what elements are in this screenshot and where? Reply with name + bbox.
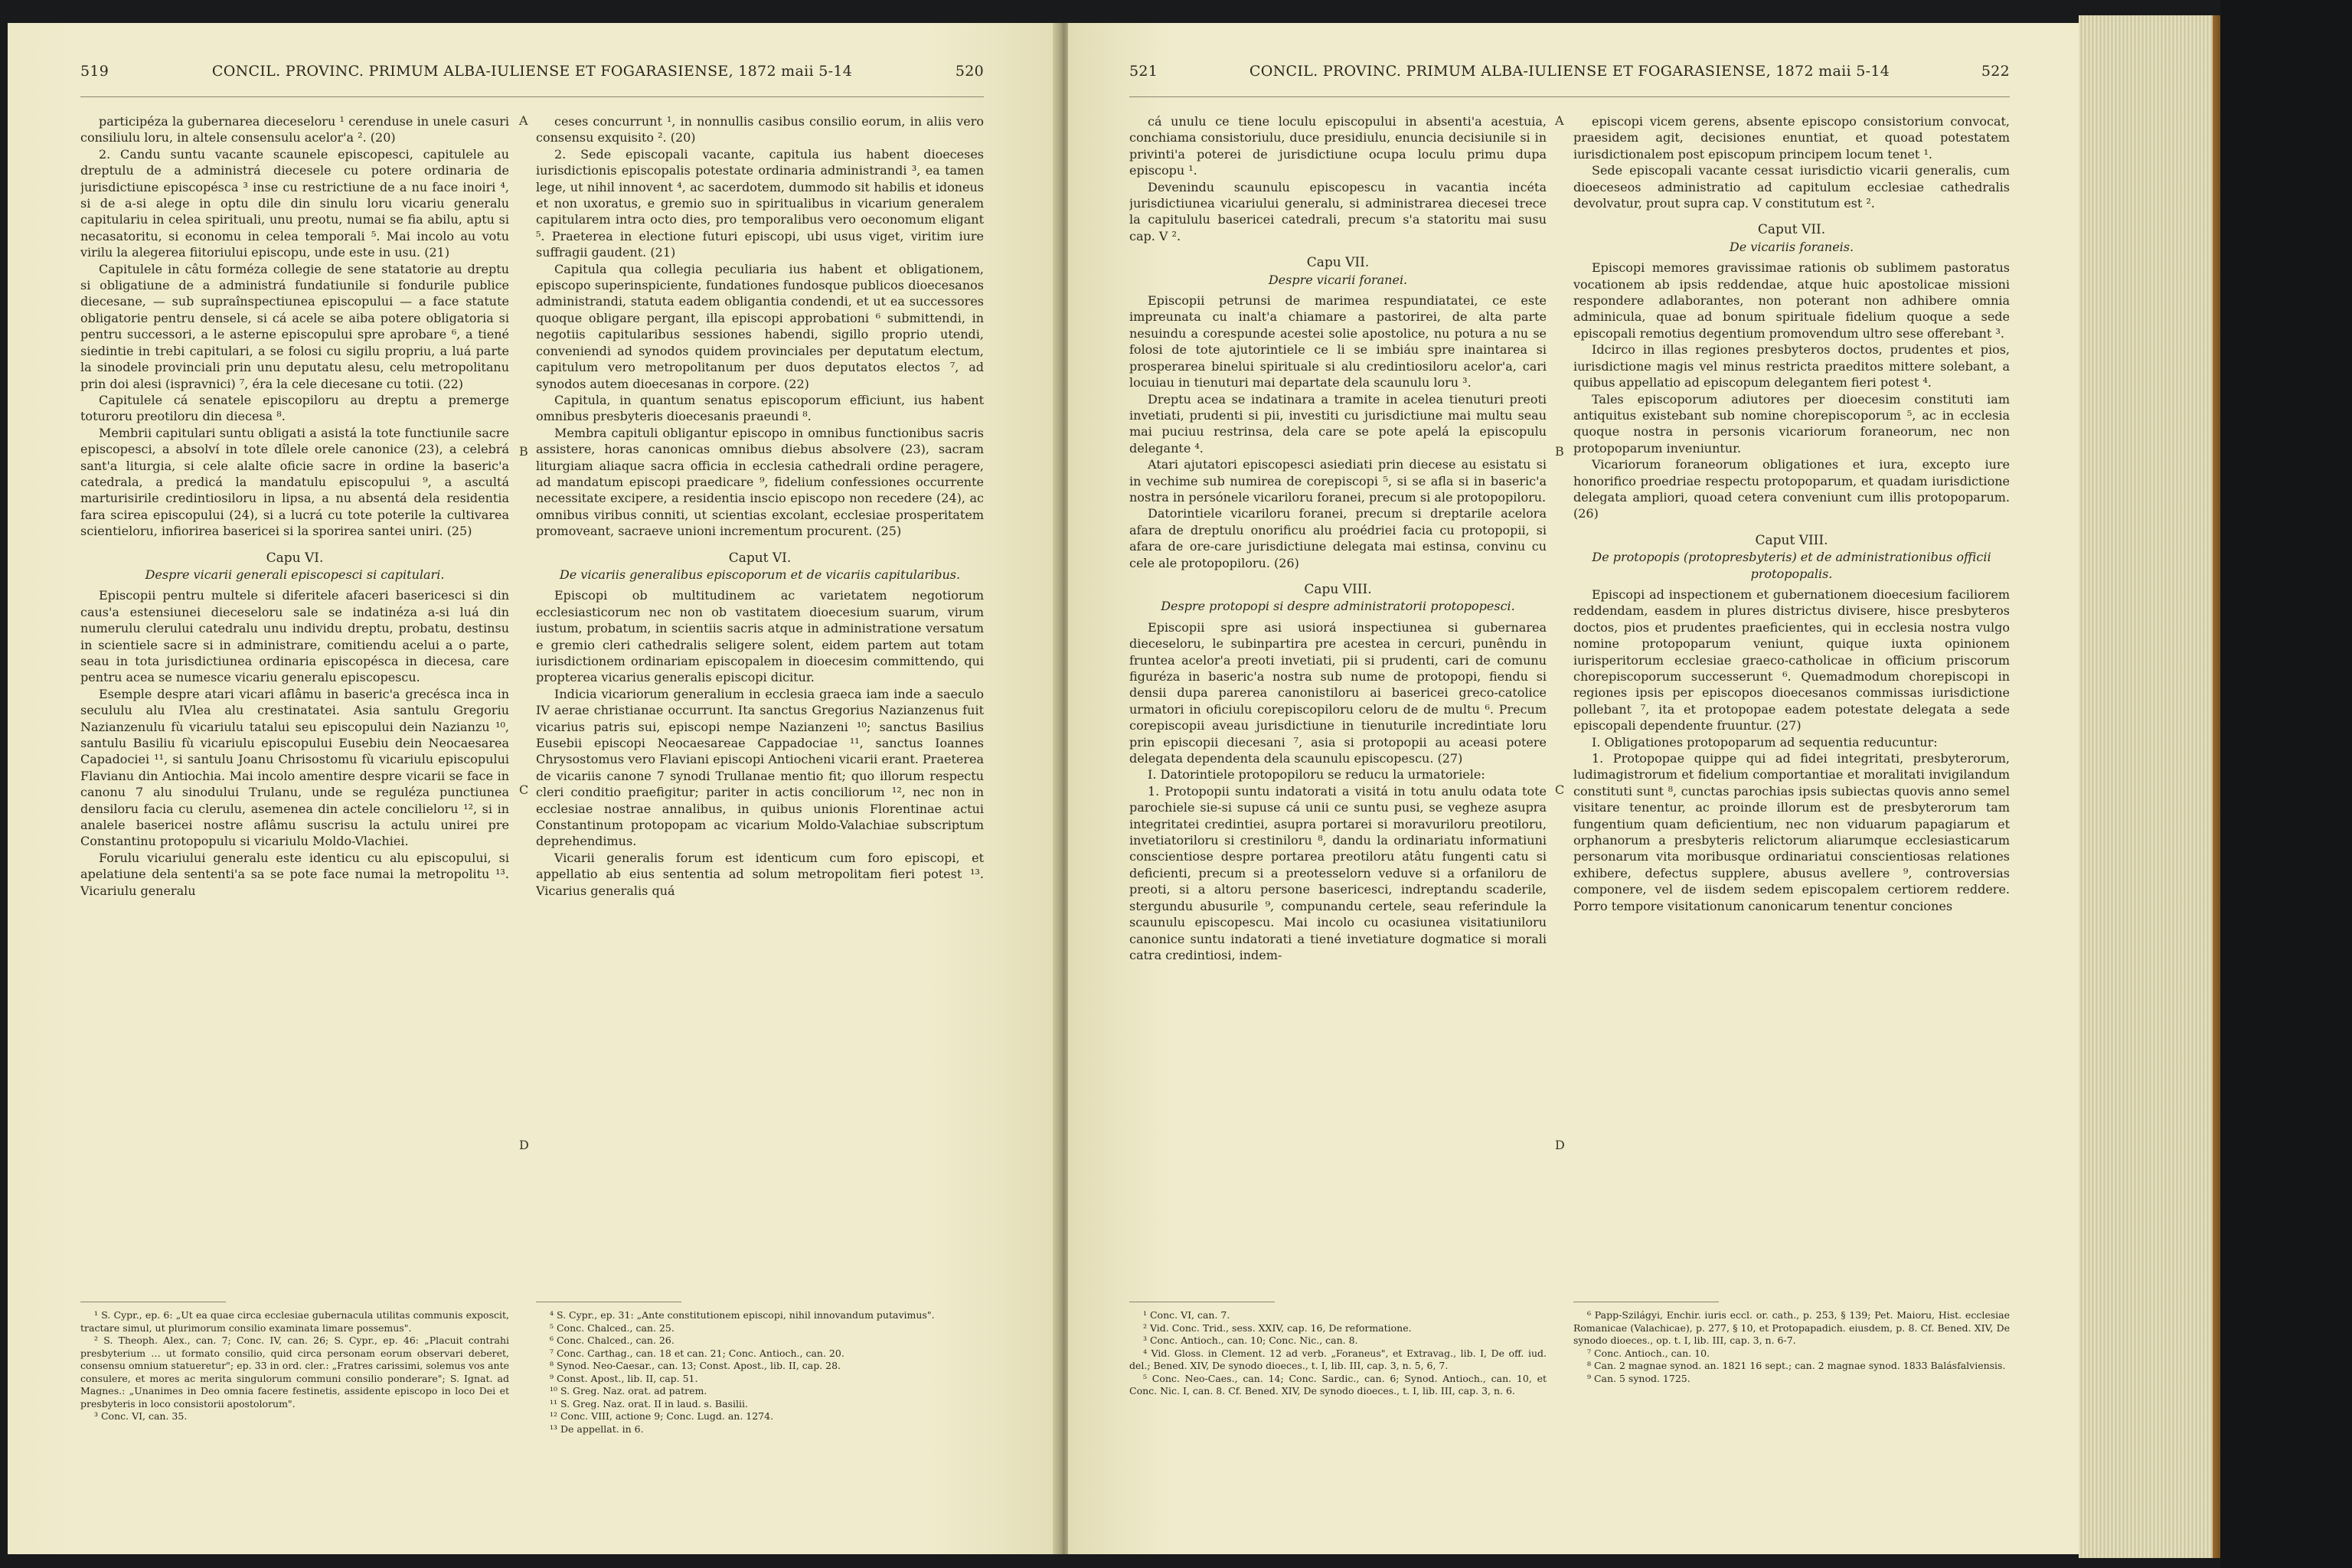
footnote: ² Vid. Conc. Trid., sess. XXIV, cap. 16, De reformatione.: [1143, 1321, 1412, 1334]
paragraph: Atari ajutatori episcopesci asiediati prin diecese au esistatu si in vechime sub numirea de corepiscopi ⁵, si se afla si in baseric'a nostra in persónele vicariloru foranei, precum si ale protopopiloru.: [1129, 457, 1547, 505]
paragraph: Vicarii generalis forum est identicum cum foro episcopi, et appellatio ab eius sententia ad solum metropolitam fieri potest ¹³. Vicarius generalis quá: [536, 850, 984, 898]
footnote: ⁵ Conc. Chalced., can. 25.: [550, 1321, 675, 1334]
margin-marker-a: A: [1555, 113, 1564, 128]
footnote: ⁸ Synod. Neo-Caesar., can. 13; Const. Apost., lib. II, cap. 28.: [550, 1360, 841, 1371]
chapter-subtitle: De protopopis (protopresbyteris) et de administrationibus officii protopopalis.: [1592, 550, 1991, 581]
paragraph: 2. Sede episcopali vacante, capitula ius habent dioeceses iurisdictionis episcopalis potestate ordinaria administrandi ³, ea tamen lege, ut nihil innovent ⁴, ac sacerdotem, dummodo sit habilis et idoneus et non uxoratus, e gremio suo in spiritualibus in vicarium generalem capitularem intra octo dies, pro temporalibus vero oeconomum eligant ⁵. Praeterea in electione futuri episcopi, ubi usus viget, viritim iure suffragii gaudent. (21): [536, 146, 984, 260]
running-title: CONCIL. PROVINC. PRIMUM ALBA-IULIENSE ET FOGARASIENSE, 1872 maii 5-14: [211, 63, 853, 80]
running-title: CONCIL. PROVINC. PRIMUM ALBA-IULIENSE ET FOGARASIENSE, 1872 maii 5-14: [1249, 63, 1890, 80]
right-running-header: [1129, 63, 2010, 93]
footnote: ¹ S. Cypr., ep. 6: „Ut ea quae circa ecclesiae gubernacula utilitas communis exposcit, tractare simul, ut plurimorum consilio examinata limare possemus".: [80, 1309, 509, 1334]
paragraph: Sede episcopali vacante cessat iurisdictio vicarii generalis, cum dioeceseos administratio ad capitulum ecclesiae cathedralis devolvatur, prout supra cap. V constitutum est ².: [1573, 163, 2010, 211]
left-running-header: [80, 63, 984, 93]
latin-column: [1573, 113, 2010, 1331]
footnote: ⁹ Can. 5 synod. 1725.: [1587, 1372, 1690, 1384]
paragraph: Episcopii petrunsi de marimea respundiatatei, ce este impreunata cu inalt'a chiamare a pastorirei, de alta parte nesuindu a corespunde acestei solie apostolice, nu potura a nu se folosi de tote ajutorintiele ce li se imbiáu spre inaintarea si prosperarea binelui spirituale si alu credintiosiloru acelor'a, cari locuiau in tienuturi mai departate dela scaunulu loru ³.: [1129, 293, 1547, 390]
paragraph: Datorintiele vicariloru foranei, precum si dreptarile acelora afara de dreptulu onorificu alu proédriei facia cu protopopii, si afara de ore-care jurisdictiune delegata mai estinsa, convinu cu cele ale protopopiloru. (26): [1129, 506, 1547, 570]
chapter-subtitle: De vicariis foraneis.: [1729, 239, 1854, 254]
footnote: ⁴ S. Cypr., ep. 31: „Ante constitutionem episcopi, nihil innovandum putavimus".: [550, 1309, 935, 1321]
page-number-520: 520: [955, 63, 984, 80]
footnote: ⁸ Can. 2 magnae synod. an. 1821 16 sept.; can. 2 magnae synod. 1833 Balásfalviensis.: [1587, 1360, 2006, 1371]
margin-marker-c: C: [519, 782, 529, 797]
page-number-521: 521: [1129, 63, 1158, 80]
paragraph: Episcopi ad inspectionem et gubernationem dioecesium faciliorem reddendam, easdem in plures districtus divisere, hisce presbyteros doctos, pios et prudentes praeficientes, qui in ecclesia nostra vulgo nomine protopoparum veniunt, quique iuxta opinionem iurisperitorum ecclesiae graeco-catholicae in officium priscorum chorepiscoporum successerunt ⁶. Quemadmodum chorepiscopi in regiones ipsis per episcopos dioecesanos commissas iurisdictione pollebant ⁷, ita et protopopae eadem potestate delegata a sede episcopali dependente fruuntur. (27): [1573, 586, 2010, 733]
chapter-title: Caput VIII.: [1755, 532, 1828, 548]
paragraph: I. Datorintiele protopopiloru se reducu la urmatoriele:: [1148, 767, 1485, 782]
footnotes-romanian: [80, 1309, 509, 1539]
chapter-title: Capu VIII.: [1304, 581, 1372, 597]
margin-marker-c: C: [1555, 782, 1565, 797]
footnote: ⁶ Papp-Szilágyi, Enchir. iuris eccl. or. cath., p. 253, § 139; Pet. Maioru, Hist. ecclesiae Romanicae (Valachicae), p. 277, § 10, et Protopapadich. eiusdem, p. 8. Cf. Bened. XIV, De synodo dioeces., op. t. I, lib. III, cap. 3, n. 6-7.: [1573, 1309, 2010, 1346]
chapter-title: Capu VI.: [266, 550, 324, 566]
chapter-subtitle: Despre vicarii generali episcopesci si capitulari.: [145, 567, 445, 582]
paragraph: Esemple despre atari vicari aflâmu in baseric'a grecésca inca in secululu alu IVlea alu crestinatatei. Asia santulu Gregoriu Nazianzenulu fù vicariulu tatalui seu episcopului dein Nazianzu ¹⁰, santulu Basiliu fù vicariulu episcopului Eusebiu dein Neocaesarea Capadociei ¹¹, si santulu Joanu Chrisostomu fù vicariulu episcopului Flavianu din Antiochia. Mai incolo amentire despre vicarii se face in canonu 7 alu sinodului Trulanu, unde se reguléza punctiunea densiloru facia cu clerulu, asemenea din actele concilieloru ¹², si in analele basericei nostre aflâmu suscrisu la actulu unirei pre Constantinu protopopulu si vicariulu Moldo-Vlachiei.: [80, 686, 509, 849]
latin-column: [536, 113, 984, 1331]
paragraph: Episcopi memores gravissimae rationis ob sublimem pastoratus vocationem ab ipsis reddendae, atque huic apostolicae missioni respondere adlaborantes, non poterant non adhibere omnia adminicula, quae ad bonum spirituale fidelium quoque a sede episcopali remotius degentium promovendum ultro sese offerebant ³.: [1573, 260, 2010, 341]
footnotes-latin: [1573, 1309, 2010, 1539]
page-number-522: 522: [1981, 63, 2010, 80]
paragraph: 1. Protopopae quippe qui ad fidei integritati, presbyterorum, ludimagistrorum et fidelium comportantiae et moralitati invigilandum constituti sunt ⁸, cunctas parochias ipsis subiectas quovis anno semel visitare tenentur, ac proinde illorum est de presbyterorum tam fungentium quam deficientium, nec non viduarum papagiarum et orphanorum a presbyteris relictorum aliarumque ecclesiasticarum personarum vita moribusque ordinariatui conscientiosas relationes exhibere, defectus supplere, abusus avellere ⁹, controversias componere, vel de iisdem sedem episcopalem certiorem reddere. Porro tempore visitationum canonicarum tenentur conciones: [1573, 751, 2010, 913]
footnote: ¹ Conc. VI, can. 7.: [1143, 1309, 1230, 1321]
paragraph: 2. Candu suntu vacante scaunele episcopesci, capitulele au dreptulu de a administrá diecesele cu potere ordinaria de jurisdictiune episcopésca ³ inse cu restrictiune de a nu face inoiri ⁴, si de a-si alege in optu dile din sinulu loru vicariu generalu capitulariu in celea spirituali, unu preotu, numai se fia abilu, aptu si necasatoritu, si economu in celea temporali ⁵. Mai incolo au votu virilu la alegerea fiitoriului episcopu, unde este in usu. (21): [80, 146, 509, 260]
footnote: ⁹ Const. Apost., lib. II, cap. 51.: [550, 1372, 698, 1384]
footnote: ⁵ Conc. Neo-Caes., can. 14; Conc. Sardic., can. 6; Synod. Antioch., can. 10, et Conc. Nic. I, can. 8. Cf. Bened. XIV, De synodo dioeces., t. I, lib. III, cap. 3, n. 6.: [1129, 1372, 1547, 1396]
chapter-title: Capu VII.: [1306, 255, 1370, 271]
footnote: ¹² Conc. VIII, actione 9; Conc. Lugd. an. 1274.: [550, 1410, 774, 1422]
margin-marker-d: D: [1555, 1138, 1565, 1152]
chapter-subtitle: Despre protopopi si despre administratorii protopopesci.: [1161, 599, 1515, 614]
book-page-edges: [2079, 15, 2213, 1558]
right-page: [1068, 23, 2079, 1554]
paragraph: Capitulele cá senatele episcopiloru au dreptu a premerge toturoru preotiloru din diecesa ⁸.: [80, 392, 509, 424]
footnote: ¹⁰ S. Greg. Naz. orat. ad patrem.: [550, 1385, 707, 1396]
margin-marker-a: A: [519, 113, 528, 128]
paragraph: Forulu vicariului generalu este identicu cu alu episcopului, si apelatiune dela sententi'a sa se pote face numai la metropolitu ¹³. Vicariulu generalu: [80, 850, 509, 898]
footnotes-latin: [536, 1309, 984, 1539]
paragraph: episcopi vicem gerens, absente episcopo consistorium convocat, praesidem agit, decisiones enuntiat, et quoad potestatem iurisdictionalem post episcopum principem locum tenet ¹.: [1573, 114, 2010, 162]
paragraph: Episcopii pentru multele si diferitele afaceri basericesci si din caus'a estensiunei diecesеloru sale se indatinéza a-si luá din numerulu clerului catedralu unu individu dreptu, probatu, destinsu in scientiele sacre si in administrare, comitiendu acelui a o parte, seau in tota jurisdictiunea ordinaria episcopésca in diecesa, care pentru acea se numesce vicariu generalu episcopescu.: [80, 588, 509, 685]
romanian-column: [1129, 113, 1547, 1331]
footnote: ¹¹ S. Greg. Naz. orat. II in laud. s. Basilii.: [550, 1397, 748, 1410]
paragraph: Devenindu scaunulu episcopescu in vacantia incéta jurisdictiunea vicariului generalu, si administrarea diecesei trece la capitululu basericei catedrali, precum s'a statoritu mai susu cap. V ².: [1129, 179, 1547, 243]
chapter-subtitle: Despre vicarii foranei.: [1268, 272, 1408, 287]
margin-marker-b: B: [1555, 444, 1564, 459]
romanian-column: [80, 113, 509, 1331]
paragraph: Vicariorum foraneorum obligationes et iura, excepto iure honorifico proedriae respectu protopoparum, et quadam iurisdictione delegata ampliori, quoad cetera conveniunt cum illis protopoparum. (26): [1573, 457, 2010, 521]
page-number-519: 519: [80, 63, 109, 80]
paragraph: Capitulele in câtu forméza collegie de sene statatorie au dreptu si obligatiune de a administrá fundatiunile si fondurile publice diecesane, — sub supraînspectiunea episcopului — a face statute obligatorie pentru densele, si cá acele se aiba potere obligatoria si pentru successori, a le asterne episcopului spre aprobare ⁶, a tiené siedintie in trebi capitulari, a se folosi cu sigilu propriu, a luá parte la sinodele provinciali prin unu deputatu alesu, celu metropolitanu prin doi alesi (ispravnici) ⁷, éra la cele diecesane cu totii. (22): [80, 261, 509, 391]
paragraph: Tales episcoporum adiutores per dioecesim constituti iam antiquitus existebant sub nomine chorepiscoporum ⁵, ac in ecclesia quoque nostra in personis vicariorum foraneorum, nec non protopoparum inveniuntur.: [1573, 391, 2010, 456]
paragraph: Dreptu acea se indatinara a tramite in acelea tienuturi preoti invetiati, prudenti si pii, investiti cu jurisdictiune mai multu seau mai puciuu restrinsa, dela care se pote apelá la episcopulu delegante ⁴.: [1129, 391, 1547, 456]
footnote: ³ Conc. VI, can. 35.: [94, 1410, 188, 1422]
footnote: ⁶ Conc. Chalced., can. 26.: [550, 1334, 675, 1346]
paragraph: Capitula, in quantum senatus episcoporum efficiunt, ius habent omnibus presbyteris dioecesanis praeundi ⁸.: [536, 392, 984, 424]
chapter-subtitle: De vicariis generalibus episcoporum et de vicariis capitularibus.: [559, 567, 961, 582]
margin-marker-d: D: [519, 1138, 529, 1152]
footnote: ² S. Theoph. Alex., can. 7; Conc. IV, can. 26; S. Cypr., ep. 46: „Placuit contrahi presbyterium … ut formato consilio, quid circa personam eorum observari deberet, consensu omnium statueretur"; ep. 33 in ord. cler.: „Fratres carissimi, solemus vos ante consulere, et mores ac merita singulorum communi consilio ponderare"; S. Ignat. ad Magnes.: „Unanimes in Deo omnia facere festinetis, assidente episcopo in loco Dei et presbyteris in loco consistorii apostolorum".: [80, 1334, 509, 1410]
paragraph: ceses concurrunt ¹, in nonnullis casibus consilio eorum, in aliis vero consensu exquisito ². (20): [536, 114, 984, 145]
paragraph: Membrii capitulari suntu obligati a asistá la tote functiunile sacre episcopesci, a absolví in tote dîlele orele canonice (23), a celebrá sant'a liturgia, si cele alalte oficie sacre in ordine la baseric'a catedrala, a predicá la mandatulu episcopului ⁹, a ascultá marturisirile credintiosiloru in lipsa, a nu absentá dela residentia fara scirea episcopului (24), si a lucrá cu tote poterile la cultivarea scientieloru, infiorirea basericei si la sporirea santei uniri. (25): [80, 425, 509, 539]
left-page: [8, 23, 1057, 1554]
footnote: ³ Conc. Antioch., can. 10; Conc. Nic., can. 8.: [1143, 1334, 1358, 1346]
paragraph: Membra capituli obligantur episcopo in omnibus functionibus sacris assistere, horas canonicas omnibus diebus absolvere (23), sacram liturgiam aliaque sacra officia in ecclesia cathedrali ordine peragere, ad mandatum episcopi praedicare ⁹, fidelium confessiones occurrente necessitate excipere, a residentia inscio episcopo non recedere (24), ac omnibus viribus conniti, ut scientias excolant, ecclesiae prosperitatem promoveant, sacraeve unioni incrementum procurent. (25): [536, 425, 984, 539]
background: [2220, 0, 2352, 1568]
paragraph: Indicia vicariorum generalium in ecclesia graeca iam inde a saeculo IV aerae christianae occurrunt. Ita sanctus Gregorius Nazianzenus fuit vicarius patris sui, episcopi nempe Nazianzeni ¹⁰; sanctus Basilius Eusebii episcopi Neocaesareae Cappadociae ¹¹, sanctus Ioannes Chrysostomus vero Flaviani episcopi Antiocheni vicarii erant. Praeterea de vicariis canone 7 synodi Trullanae mentio fit; quo illorum respectu cleri conditio praefigitur; pariter in actis conciliorum ¹², nec non in ecclesiae nostrae annalibus, in quibus unionis Florentinae actui Constantinum protopopam ac vicarium Moldo-Valachiae subscriptum deprehendimus.: [536, 686, 984, 849]
header-rule: [1129, 96, 2010, 97]
paragraph: 1. Protopopii suntu indatorati a visitá in totu anulu odata tote parochiele sie-si supuse cá unii ce suntu pusi, se vegheze asupra integritatei credintiei, asupra portarei si moravuriloru preotiloru, invetiatoriloru si crestiniloru ⁸, dandu la ordinariatu informatiuni conscientiose despre portarea preotiloru atâtu fungenti catu si deficienti, precum si a preotesselorn veduve si a orfaniloru de preoti, si a altoru persone basericesci, indreptandu scaderile, stergundu abusurile ⁹, compunandu certele, seau referindule la scaunulu episcopescu. Mai incolo cu ocasiunea visitatiuniloru canonice suntu indatorati a tiené invetiature dogmatice si morali catra credintiosi, indem-: [1129, 783, 1547, 962]
footnote: ⁷ Conc. Carthag., can. 18 et can. 21; Conc. Antioch., can. 20.: [550, 1347, 844, 1359]
chapter-title: Caput VII.: [1757, 222, 1826, 238]
paragraph: I. Obligationes protopoparum ad sequentia reducuntur:: [1592, 734, 1938, 750]
header-rule: [80, 96, 984, 97]
paragraph: Episcopii spre asi usiorá inspectiunea si gubernarea dieceseloru, le subinpartira pre acestea in cercuri, punêndu in fruntea acelor'a preoti invetiati, pii si prudenti, cari de comunu figuréza in baseric'a nostra sub nume de protopopi, fiendu si densii dupa parerea canonistiloru ai basericei greco-catolice urmatori in oficiulu corepiscopiloru celoru de de multu ⁶. Precum corepiscopii aveau jurisdictiune in tienuturile incredintiate loru prin episcopii diecesani ⁷, asia si protopopii au aceasi potere delegata dependenta dela scaunulu episcopescu. (27): [1129, 619, 1547, 766]
footnotes-romanian: [1129, 1309, 1547, 1539]
paragraph: participéza la gubernarea dieceseloru ¹ cerenduse in unele casuri consiliulu loru, in altele consensulu acelor'a ². (20): [80, 114, 509, 145]
footnote: ¹³ De appellat. in 6.: [550, 1423, 644, 1435]
paragraph: cá unulu ce tiene loculu episcopului in absenti'a acestuia, conchiama consistoriulu, duce presidiulu, enuncia decisiunile si in privinti'a poterei de jurisdictiune ocupa loculu primu dupa episcopu ¹.: [1129, 114, 1547, 178]
margin-marker-b: B: [519, 444, 528, 459]
paragraph: Capitula qua collegia peculiaria ius habent et obligationem, episcopo superinspiciente, fundationes fundosque publicos dioecesanos administrandi, statuta eadem obligantia condendi, et ut ea successores quoque obligare pergant, illa episcopi approbationi ⁶ submittendi, in negotiis capitularibus sessiones habendi, sigillo proprio utendi, conveniendi ad synodos quidem provinciales per deputatum electum, capitulum vero metropolitanum per duos deputatos electos ⁷, ad synodos autem dioecesanas in corpore. (22): [536, 261, 984, 391]
chapter-title: Caput VI.: [728, 550, 792, 566]
footnote: ⁴ Vid. Gloss. in Clement. 12 ad verb. „Foraneus", et Extravag., lib. I, De off. iud. del.; Bened. XIV, De synodo dioeces., t. I, lib. III, cap. 3, n. 5, 6, 7.: [1129, 1347, 1547, 1371]
footnote: ⁷ Conc. Antioch., can. 10.: [1587, 1347, 1710, 1359]
paragraph: Episcopi ob multitudinem ac varietatem negotiorum ecclesiasticorum nec non ob vastitatem dioecesium suarum, virum iustum, probatum, in scientiis sacris atque in administratione versatum e gremio cleri cathedralis seligere solent, eidem partem aut totam iurisdictionem ordinariam episcopalem in dioecesim committendo, qui propterea vicarius generalis episcopi dicitur.: [536, 588, 984, 685]
paragraph: Idcirco in illas regiones presbyteros doctos, prudentes et pios, iurisdictione magis vel minus restricta praeditos mittere solebant, a quibus appellatio ad episcopum delegantem fieri potest ⁴.: [1573, 342, 2010, 390]
